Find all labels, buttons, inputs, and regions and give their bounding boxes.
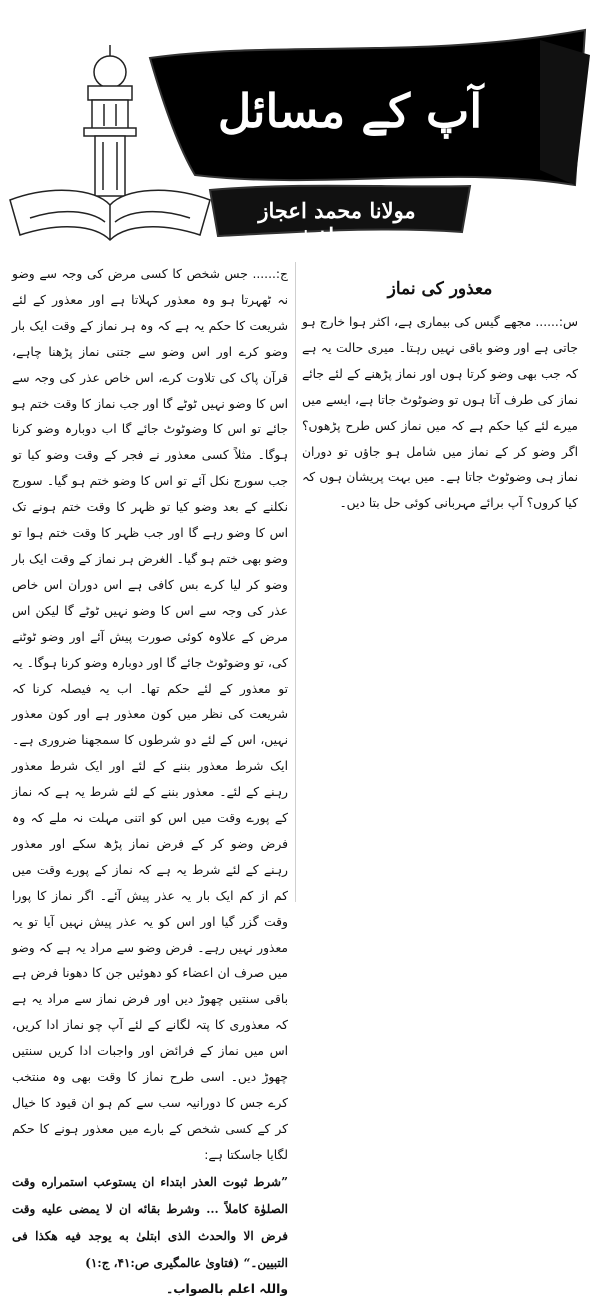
banner-author: مولانا محمد اعجاز مصطفیٰ bbox=[258, 198, 416, 248]
banner-title: آپ کے مسائل bbox=[217, 84, 483, 138]
closing-line: واللہ اعلم بالصواب۔ bbox=[166, 1281, 288, 1296]
minaret-illustration bbox=[84, 45, 136, 196]
column-divider bbox=[295, 262, 296, 902]
arabic-quote: ”شرط ثبوت العذر ابتداء ان يستوعب استمراره وقت الصلوٰة كاملاً ... وشرط بقائه ان لا يمضى عليه وقت فرض الا والحدث الذى ابتلىٰ به يوجد فيه هكذا فى التبيين۔“ (فتاویٰ عالمگیری ص:۴۱، ج:۱) bbox=[12, 1174, 288, 1270]
article-heading: معذور کی نماز bbox=[387, 279, 493, 299]
answer-paragraph: ج:...... جس شخص کا کسی مرض کی وجہ سے وضو نہ ٹھہرتا ہو وہ معذور کہلاتا ہے اور معذور کے لئے شریعت کا حکم یہ ہے کہ وہ ہر نماز کے وقت ایک بار وضو کرے اور اس وضو سے جتنی نماز پڑھنا چاہے، قرآن پاک کی تلاوت کرے، اس خاص عذر کی وجہ سے اس کا وضو نہیں ٹوٹے گا اور جب نماز کا وقت ختم ہو جائے تو اس کا وضوٹوٹ جائے گا اب دوبارہ وضو کرنا ہوگا۔ مثلاً کسی معذور نے فجر کے وقت وضو کیا تو جب سورج نکل آئے تو اس کا وضو ختم ہو گیا۔ سورج نکلنے کے بعد وضو کیا تو ظہر کا وقت ختم ہونے تک اس کا وضو رہے گا اور جب ظہر کا وقت ختم ہوا تو وضو بھی ختم ہو گیا۔ الغرض ہر نماز کے وقت ایک بار وضو کر لیا کرے بس کافی ہے اس دوران اس خاص عذر کی وجہ سے اس کا وضو نہیں ٹوٹے گا لیکن اس مرض کے علاوہ کوئی صورت پیش آئے اور وضو ٹوٹنے کی، تو وضوٹوٹ جائے گا اور دوبارہ وضو کرنا ہوگا۔ یہ تو معذور کے لئے حکم تھا۔ اب یہ فیصلہ کرنا کہ شریعت کی نظر میں کون معذور ہے اور کون معذور نہیں، اس کے لئے دو شرطوں کا سمجھنا ضروری ہے۔ ایک شرط معذور بننے کے لئے اور ایک شرط معذور رہنے کے لئے۔ معذور بننے کے لئے شرط یہ ہے کہ نماز کے پورے وقت میں اس کو اتنی مہلت نہ ملے کہ وہ فرض وضو کر کے فرض نماز پڑھ سکے اور معذور رہنے کے لئے شرط یہ ہے کہ نماز کے پورے وقت میں کم از کم ایک بار یہ عذر پیش آئے۔ اگر نماز کا پورا وقت گزر گیا اور اس کو یہ عذر پیش نہیں آیا تو یہ معذور نہیں رہے۔ فرض وضو سے مراد یہ ہے کہ وضو میں صرف ان اعضاء کو دھوئیں جن کا دھونا فرض ہے باقی سنتیں چھوڑ دیں اور فرض نماز سے مراد یہ ہے کہ معذوری کا پتہ لگانے کے لئے آپ چو نماز ادا کریں، اس میں نماز کے فرائض اور واجبات ادا کریں سنتیں چھوڑ دیں۔ اسی طرح نماز کا وقت بھی وہ منتخب کرے جس کا دورانیہ سب سے کم ہو ان قیود کا خیال کر کے کسی شخص کے بارے میں معذور ہونے کا حکم لگایا جاسکتا ہے: bbox=[12, 267, 288, 1162]
question-paragraph: س:...... مجھے گیس کی بیماری ہے، اکثر ہوا خارج ہو جاتی ہے اور وضو باقی نہیں رہتا۔ میری حالت یہ ہے کہ جب بھی وضو کرتا ہوں اور نماز پڑھنے کے لئے جائے نماز کی طرف آتا ہوں تو وضوٹوٹ جاتا ہے، ایسے میں میرے لئے کیا حکم ہے کہ میں نماز کس طرح پڑھوں؟ اگر وضو کر کے نماز میں شامل ہو جاؤں تو دوران نماز ہی وضوٹوٹ جاتا ہے۔ میں بہت پریشان ہوں کہ کیا کروں؟ آپ برائے مہربانی کوئی حل بتا دیں۔ bbox=[302, 315, 578, 511]
ribbon-tail bbox=[540, 40, 590, 185]
open-book-illustration bbox=[10, 190, 210, 240]
article-right-column bbox=[302, 276, 578, 517]
article-left-column bbox=[12, 262, 288, 1303]
